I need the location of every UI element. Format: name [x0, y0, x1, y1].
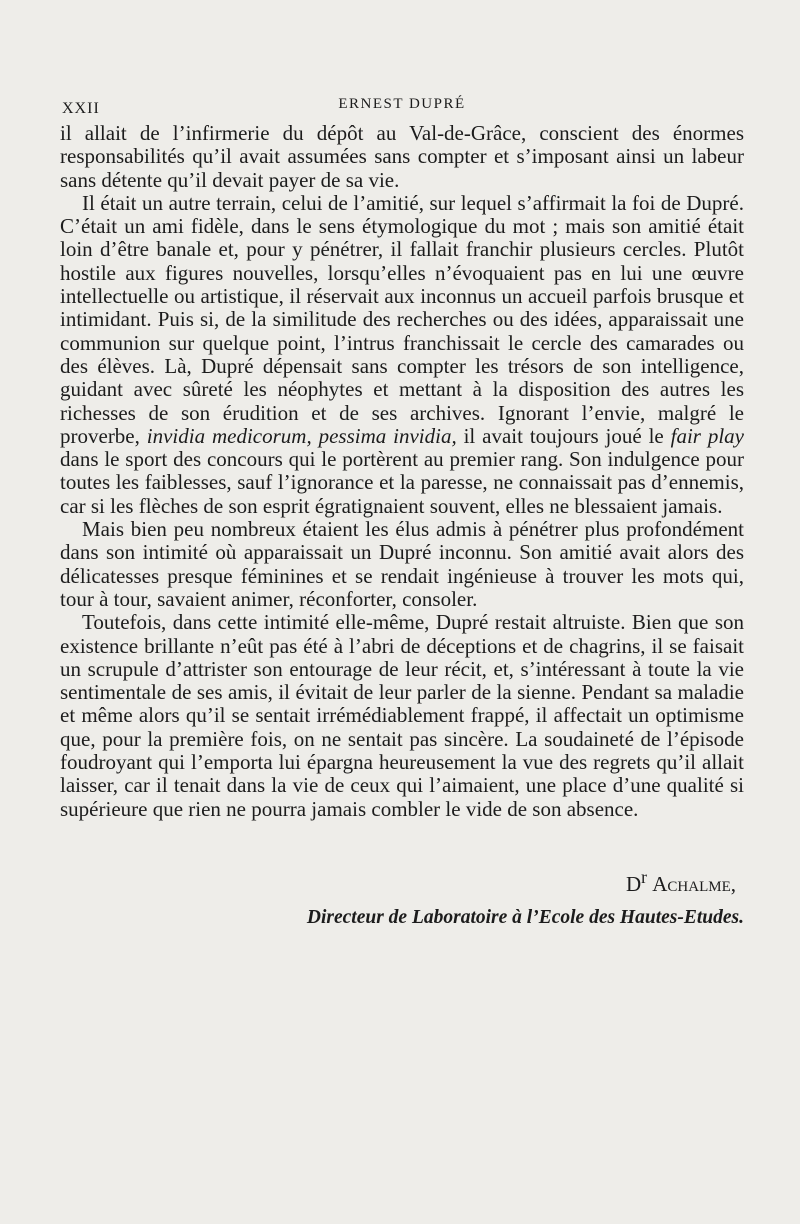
signature-name: Achalme, — [652, 871, 736, 896]
paragraph-2-text-a: Il était un autre terrain, celui de l’amitié, sur lequel s’affirmait la foi de Dupré. C’était un ami fidèle, dans le sens étymologique du mot ; mais son amitié était loin d’être banale et, pour y pénétrer, il fallait franchir plusieurs cercles. Plutôt hostile aux figures nouvelles, lorsqu’elles n’évoquaient pas en lui une œuvre intellectuelle ou artistique, il réservait aux inconnus un accueil parfois brusque et intimidant. Puis si, de la similitude des recherches ou des idées, apparaissait une communion sur quelque point, l’intrus franchissait le cercle des camarades ou des élèves. Là, Dupré dépensait sans compter les trésors de son intelligence, guidant avec sûreté les néophytes et mettant à la disposition des autres les richesses de son érudition et de ses archives. Ignorant l’envie, malgré le proverbe, — [60, 190, 744, 448]
signature-title: Directeur de Laboratoire à l’Ecole des Hautes-Etudes. — [306, 906, 744, 928]
signature-prefix-sup: r — [641, 866, 647, 887]
paragraph-4 — [60, 611, 744, 821]
latin-quote: invidia medicorum, pessima invidia, — [146, 423, 457, 448]
paragraph-2-text-b: il avait toujours joué le — [456, 423, 671, 448]
paragraph-1-text: il allait de l’infirmerie du dépôt au Val-de-Grâce, conscient des énormes responsabilités qu’il avait assumées sans compter et s’imposant ainsi un labeur sans détente qu’il devait payer de sa vie. — [60, 121, 744, 192]
running-head — [60, 92, 744, 122]
paragraph-2 — [60, 192, 744, 518]
signature-prefix: D — [626, 871, 642, 896]
running-title: ERNEST DUPRÉ — [338, 96, 466, 112]
body-text — [60, 122, 744, 821]
paragraph-3-text: Mais bien peu nombreux étaient les élus admis à pénétrer plus profondément dans son intimité où apparaissait un Dupré inconnu. Son amitié avait alors des délicatesses presque féminines et se rendait ingénieuse à trouver les mots qui, tour à tour, savaient animer, réconforter, consoler. — [60, 517, 744, 611]
signature — [60, 867, 744, 897]
paragraph-4-text: Toutefois, dans cette intimité elle-même, Dupré restait altruiste. Bien que son existence brillante n’eût pas été à l’abri de déceptions et de chagrins, il se faisait un scrupule d’attrister son entourage de leur récit, et, s’intéressant à toute la vie sentimentale de ses amis, il évitait de leur parler de la sienne. Pendant sa maladie et même alors qu’il se sentait irrémédiablement frappé, il affectait un optimisme que, pour la première fois, on ne sentait pas sincère. La soudaineté de l’épisode foudroyant qui l’emporta lui épargna heureusement la vue des regrets qu’il allait laisser, car il tenait dans la vie de ceux qui l’aimaient, une place d’une qualité si supérieure que rien ne pourra jamais combler le vide de son absence. — [60, 610, 744, 821]
paragraph-1 — [60, 122, 744, 192]
page-number: XXII — [62, 100, 100, 117]
paragraph-2-text-c: dans le sport des concours qui le portèrent au premier rang. Son indulgence pour toutes les faiblesses, sauf l’ignorance et la paresse, ne connaissait pas d’ennemis, car si les flèches de son esprit égratignaient souvent, elles ne blessaient jamais. — [60, 447, 744, 518]
paragraph-3 — [60, 518, 744, 611]
fair-play-phrase: fair play — [670, 423, 745, 448]
